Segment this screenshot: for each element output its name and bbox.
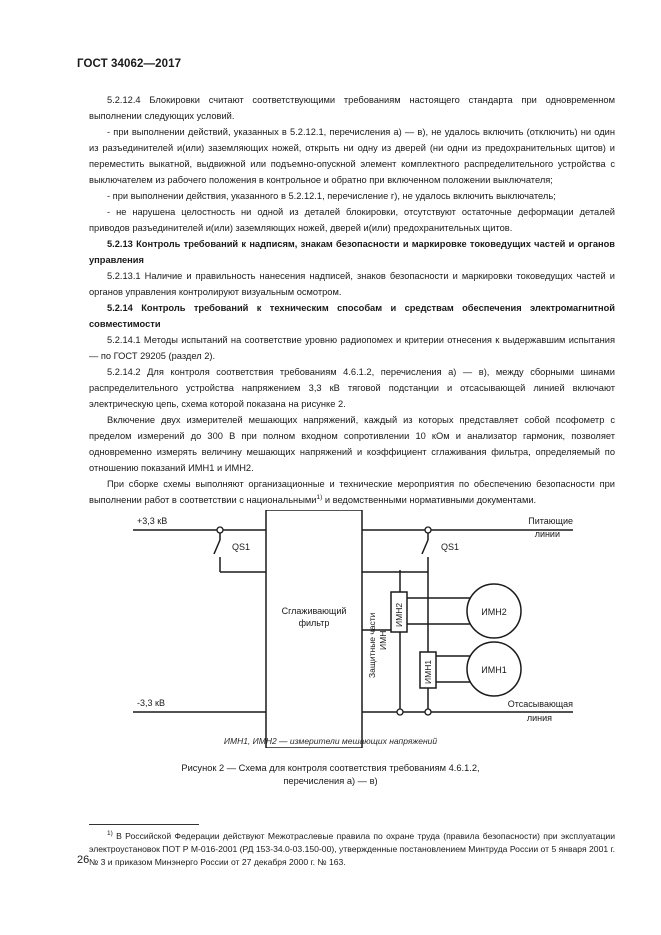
footnote-reference[interactable]: 1) (316, 493, 323, 501)
imn2-meter-label: ИМН2 (481, 607, 507, 617)
paragraph-with-footnote (89, 476, 615, 508)
supply-lines-label-1: Питающие (528, 516, 573, 526)
suction-line-label-2: линия (526, 713, 552, 723)
plus-bus-label: +3,3 кВ (137, 516, 168, 526)
junction-dot (425, 527, 431, 533)
paragraph: Включение двух измерителей мешающих напряжений, каждый из которых представляет собой псофометр с пределом измерений до 300 В при полном входном сопротивлении 10 кОм и анализатор гармоник, позволяет одновременно измерять величину мешающих напряжений и коэффициент сглаживания фильтра, определяемый по отношению показаний ИМН1 и ИМН2. (89, 415, 615, 473)
figure-caption (0, 762, 661, 788)
protective-label-2: ИМН (378, 630, 388, 650)
imn1-box-label: ИМН1 (423, 659, 433, 684)
caption-line: перечисления а) — в) (283, 776, 378, 786)
paragraph-text: При сборке схемы выполняют организационные и технические мероприятия по обеспечению безопасности при выполнении работ в соответствии с национальными (89, 479, 615, 505)
section-heading: 5.2.13 Контроль требований к надписям, знакам безопасности и маркировке токоведущих частей и органов управления (89, 239, 615, 265)
footnote-divider (89, 824, 199, 825)
suction-line-label-1: Отсасывающая (507, 699, 573, 709)
protective-label-1: Защитные части (367, 612, 377, 678)
junction-dot (425, 709, 431, 715)
figure-legend: ИМН1, ИМН2 — измерители мешающих напряжений (223, 736, 438, 746)
paragraph: 5.2.12.4 Блокировки считают соответствующими требованиям настоящего стандарта при одновременном выполнении следующих условий. (89, 95, 615, 121)
switch-right-label: QS1 (441, 542, 460, 552)
footnote (89, 830, 615, 869)
supply-lines-label-2: линии (534, 529, 560, 539)
body-text (89, 92, 615, 508)
filter-label-2: фильтр (298, 618, 330, 628)
paragraph: - не нарушена целостность ни одной из деталей блокировки, отсутствуют остаточные деформации деталей приводов разъединителей и(или) заземляющих ножей, дверей и(или) предохранительных щитов. (89, 207, 615, 233)
paragraph: - при выполнении действия, указанного в 5.2.12.1, перечисление г), не удалось включить выключатель; (107, 191, 556, 201)
paragraph: 5.2.14.2 Для контроля соответствия требованиям 4.6.1.2, перечисления а) — в), между сборными шинами распределительного устройства напряжением 3,3 кВ тяговой подстанции и отсасывающей линией включают электрическую цепь, схема которой показана на рисунке 2. (89, 367, 615, 409)
minus-bus-label: -3,3 кВ (137, 698, 165, 708)
section-heading: 5.2.14 Контроль требований к техническим способам и средствам обеспечения электромагнитной совместимости (89, 303, 615, 329)
imn1-meter-label: ИМН1 (481, 665, 507, 675)
document-header: ГОСТ 34062—2017 (77, 58, 182, 70)
switch-left-label: QS1 (232, 542, 251, 552)
junction-dot (397, 709, 403, 715)
filter-box (266, 510, 362, 748)
footnote-marker: 1) (107, 830, 113, 838)
page-number: 26 (77, 854, 90, 866)
caption-line: Рисунок 2 — Схема для контроля соответствия требованиям 4.6.1.2, (181, 763, 480, 773)
paragraph-tail: и ведомственными нормативными документами. (322, 495, 537, 505)
circuit-diagram (89, 510, 615, 748)
switch-left-blade (214, 540, 220, 554)
paragraph: 5.2.13.1 Наличие и правильность нанесения надписей, знаков безопасности и маркировки токоведущих частей и органов управления контролируют визуальным осмотром. (89, 271, 615, 297)
paragraph: - при выполнении действий, указанных в 5.2.12.1, перечисления а) — в), не удалось включить (отключить) ни один из разъединителей и(или) заземляющих ножей, открыть ни одну из дверей (ни одни из предохранительных щитов) и переместить выкатной, выдвижной или подъемно-опускной элемент комплектного распределительного устройства с выключателем из рабочего положения в контрольное и обратно при включенном положении выключателя; (89, 127, 615, 185)
footnote-text: В Российской Федерации действуют Межотраслевые правила по охране труда (правила безопасности) при эксплуатации электроустановок ПОТ Р М-016-2001 (РД 153-34.0-03.150-00), утвержденные постановлением Минтруда России от 5 января 2001 г. № 3 и приказом Минэнерго России от 27 декабря 2000 г. № 163. (89, 831, 615, 867)
switch-right-blade (422, 540, 428, 554)
paragraph: 5.2.14.1 Методы испытаний на соответствие уровню радиопомех и критерии отнесения к выдержавшим испытания — по ГОСТ 29205 (раздел 2). (89, 335, 615, 361)
junction-dot (217, 527, 223, 533)
filter-label-1: Сглаживающий (281, 606, 347, 616)
imn2-box-label: ИМН2 (394, 602, 404, 627)
